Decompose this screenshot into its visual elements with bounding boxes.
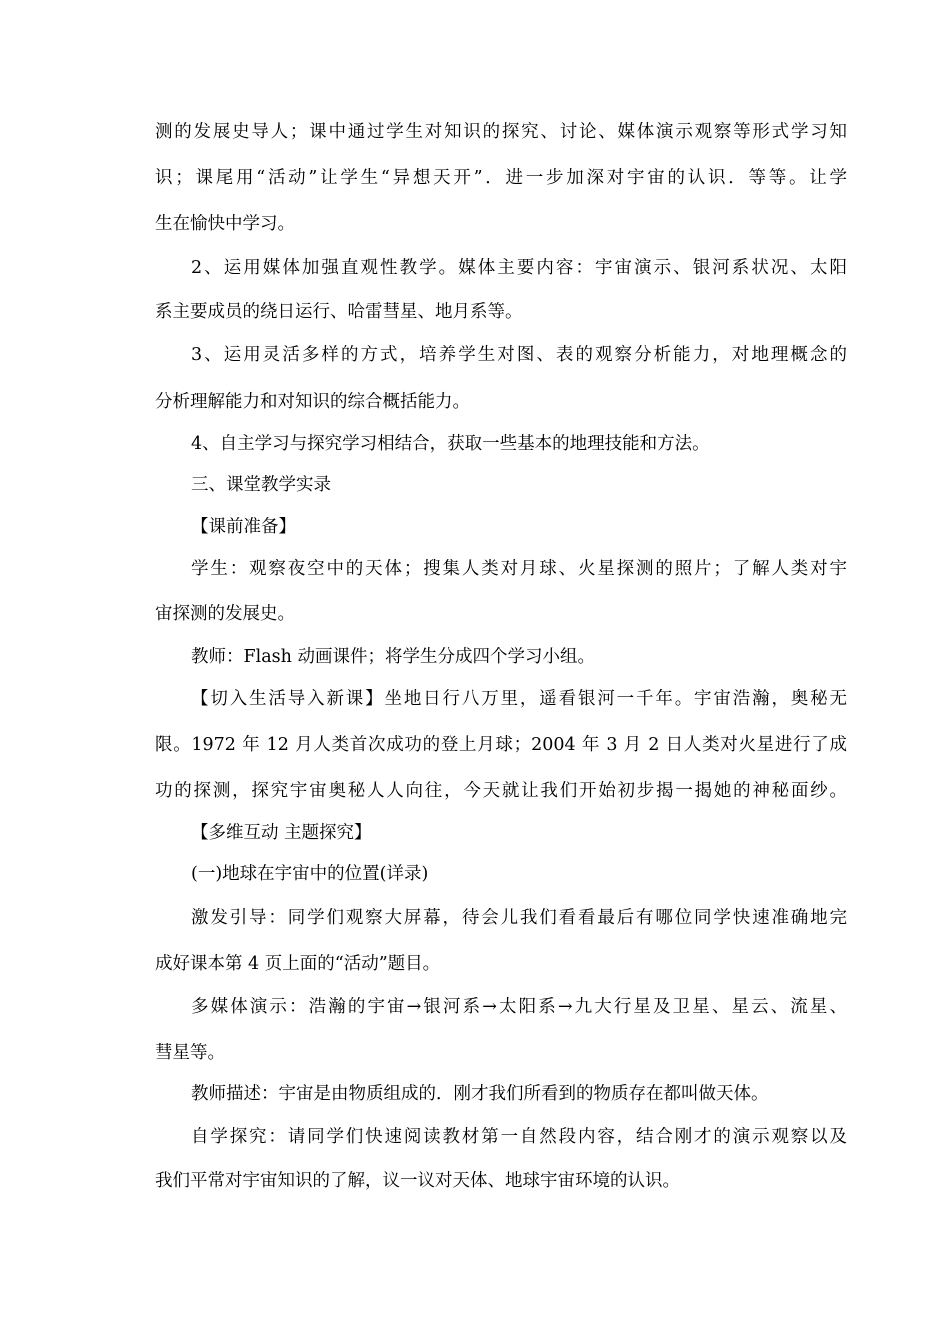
text-line: 【切入生活导入新课】坐地日行八万里，遥看银河一千年。宇宙浩瀚，奥秘无 [191,689,847,709]
text-line: 2、运用媒体加强直观性教学。媒体主要内容：宇宙演示、银河系状况、太阳 [191,258,847,278]
text-line: 功的探测，探究宇宙奥秘人人向往，今天就让我们开始初步揭一揭她的神秘面纱。 [155,781,847,801]
text-line: 多媒体演示：浩瀚的宇宙→银河系→太阳系→九大行星及卫星、星云、流星、 [191,997,847,1017]
text-line: 分析理解能力和对知识的综合概括能力。 [155,392,470,412]
text-line: 限。1972 年 12 月人类首次成功的登上月球；2004 年 3 月 2 日人类对火星进行了成 [155,735,847,755]
text-line: 4、自主学习与探究学习相结合，获取一些基本的地理技能和方法。 [191,434,710,454]
subsection-heading: 【多维互动 主题探究】 [191,823,372,843]
text-line: 教师：Flash 动画课件；将学生分成四个学习小组。 [191,647,595,667]
text-line: 激发引导：同学们观察大屏幕，待会儿我们看看最后有哪位同学快速准确地完 [191,908,847,928]
text-line: 识；课尾用“活动”让学生“异想天开”．进一步加深对宇宙的认识．等等。让学 [155,168,847,188]
text-line: 3、运用灵活多样的方式，培养学生对图、表的观察分析能力，对地理概念的 [191,345,847,365]
subsection-heading: 【课前准备】 [191,517,296,537]
text-line: 系主要成员的绕日运行、哈雷彗星、地月系等。 [155,302,523,322]
text-line: 彗星等。 [155,1043,225,1063]
text-line: 成好课本第 4 页上面的“活动”题目。 [155,954,441,974]
text-line: 测的发展史导人；课中通过学生对知识的探究、讨论、媒体演示观察等形式学习知 [155,122,847,142]
text-line: 宙探测的发展史。 [155,604,295,624]
text-line: 学生：观察夜空中的天体；搜集人类对月球、火星探测的照片；了解人类对宇 [191,559,847,579]
section-heading: 三、课堂教学实录 [191,475,331,495]
subsection-heading: (一)地球在宇宙中的位置(详录) [191,864,429,884]
text-line: 生在愉快中学习。 [155,214,295,234]
text-line: 自学探究：请同学们快速阅读教材第一自然段内容，结合刚才的演示观察以及 [191,1127,847,1147]
text-line: 教师描述：宇宙是由物质组成的．刚才我们所看到的物质存在都叫做天体。 [191,1084,769,1104]
text-line: 我们平常对宇宙知识的了解，议一议对天体、地球宇宙环境的认识。 [155,1171,680,1191]
